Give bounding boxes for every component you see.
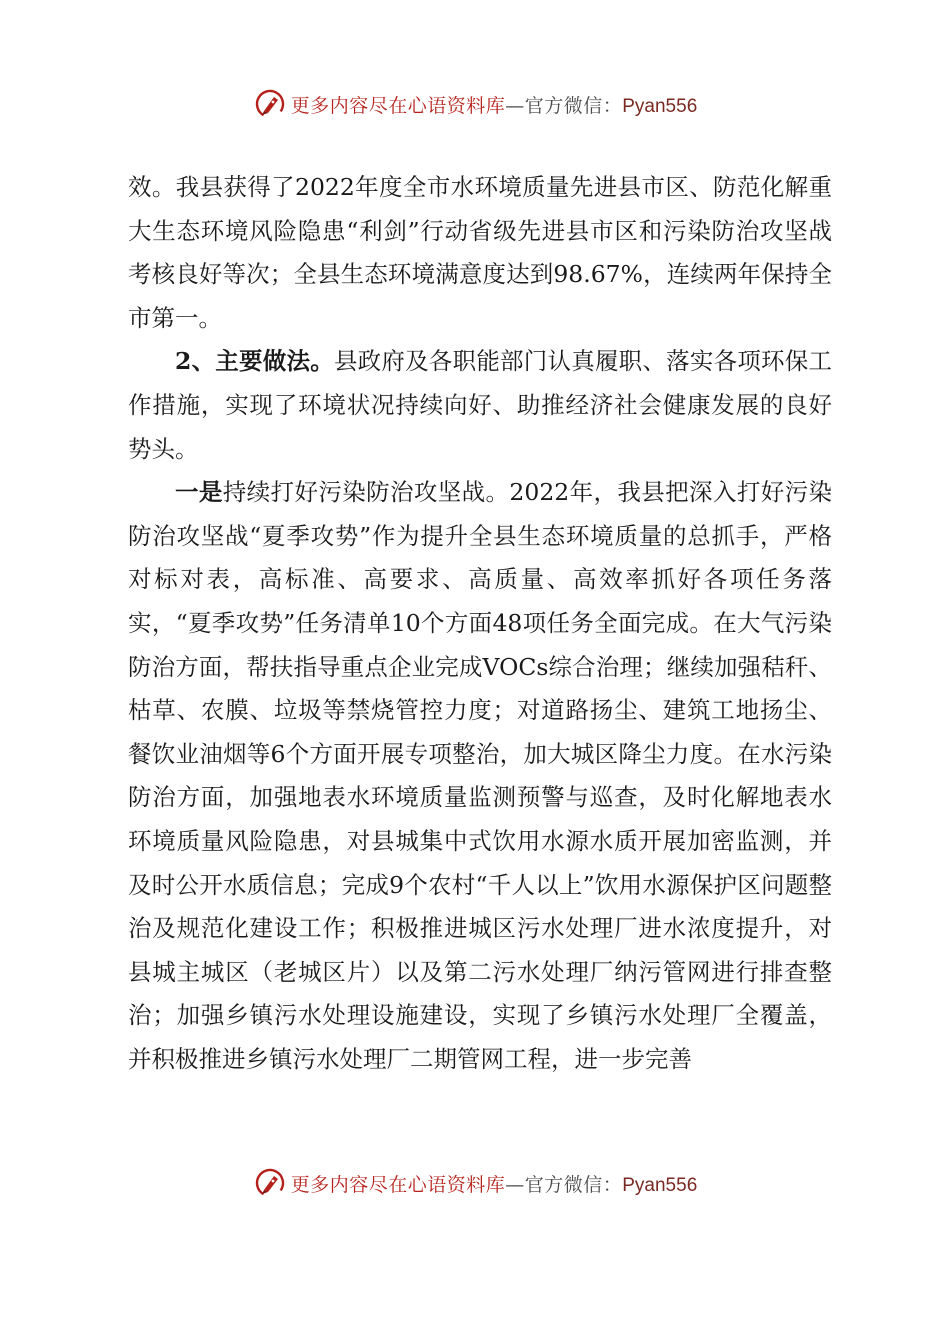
- paragraph-heading: 2、主要做法。: [175, 347, 334, 376]
- banner-title: 更多内容尽在心语资料库: [290, 1173, 506, 1196]
- banner-text: [291, 91, 698, 118]
- pen-nib-logo-icon: [253, 87, 287, 121]
- banner-dash: —: [505, 1173, 525, 1196]
- banner-wechat-label: 官方微信：: [524, 1173, 623, 1196]
- banner-wechat-id: Pyan556: [622, 95, 698, 117]
- banner-title: 更多内容尽在心语资料库: [290, 94, 506, 117]
- footer-banner: [0, 1163, 950, 1203]
- paragraph-continuation: 效。我县获得了2022年度全市水环境质量先进县市区、防范化解重大生态环境风险隐患“利剑”行动省级先进县市区和污染防治攻坚战考核良好等次；全县生态环境满意度达到98.67%，连续两年保持全市第一。: [128, 173, 832, 332]
- paragraph-pollution-control: [128, 471, 832, 1081]
- paragraph-main-practices: [128, 340, 832, 471]
- paragraph-heading: 一是: [175, 478, 223, 507]
- header-banner: [0, 84, 950, 124]
- paragraph-text: 持续打好污染防治攻坚战。2022年，我县把深入打好污染防治攻坚战“夏季攻势”作为提升全县生态环境质量的总抓手，严格对标对表，高标准、高要求、高质量、高效率抓好各项任务落实，“夏季攻势”任务清单10个方面48项任务全面完成。在大气污染防治方面，帮扶指导重点企业完成VOCs综合治理；继续加强秸秆、枯草、农膜、垃圾等禁烧管控力度；对道路扬尘、建筑工地扬尘、餐饮业油烟等6个方面开展专项整治，加大城区降尘力度。在水污染防治方面，加强地表水环境质量监测预警与巡查，及时化解地表水环境质量风险隐患，对县城集中式饮用水源水质开展加密监测，并及时公开水质信息；完成9个农村“千人以上”饮用水源保护区问题整治及规范化建设工作；积极推进城区污水处理厂进水浓度提升，对县城主城区（老城区片）以及第二污水处理厂纳污管网进行排查整治；加强乡镇污水处理设施建设，实现了乡镇污水处理厂全覆盖，并积极推进乡镇污水处理厂二期管网工程，进一步完善: [128, 478, 832, 1073]
- document-body: [128, 166, 832, 1081]
- banner-text: [291, 1170, 698, 1197]
- banner-wechat-id: Pyan556: [622, 1174, 698, 1196]
- banner-wechat-label: 官方微信：: [524, 94, 623, 117]
- paragraph-text: 县政府及各职能部门认真履职、落实各项环保工作措施，实现了环境状况持续向好、助推经济社会健康发展的良好势头。: [128, 347, 833, 463]
- banner-dash: —: [505, 94, 525, 117]
- pen-nib-logo-icon: [253, 1166, 287, 1200]
